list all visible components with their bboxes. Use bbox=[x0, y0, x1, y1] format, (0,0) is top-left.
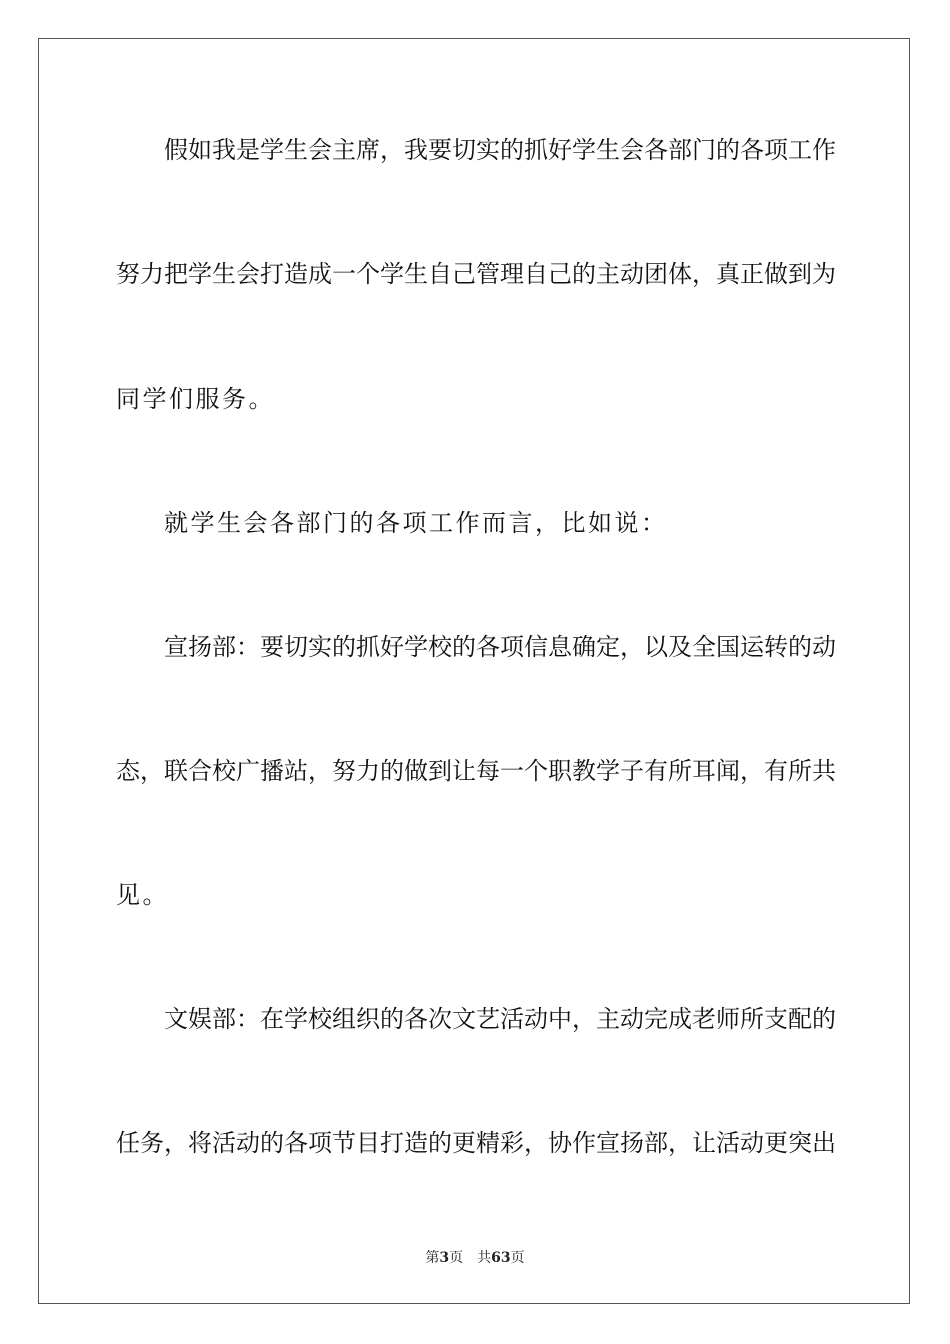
paragraph-4-line-1: 文娱部：在学校组织的各次文艺活动中，主动完成老师所支配的 bbox=[164, 1005, 836, 1033]
paragraph-3-line-3: 见。 bbox=[116, 881, 169, 909]
footer-page-number: 3 bbox=[439, 1250, 450, 1266]
footer-page-prefix: 第 bbox=[425, 1250, 440, 1266]
paragraph-1-line-2: 努力把学生会打造成一个学生自己管理自己的主动团体，真正做到为 bbox=[116, 260, 836, 288]
paragraph-3-line-2: 态，联合校广播站，努力的做到让每一个职教学子有所耳闻，有所共 bbox=[116, 757, 836, 785]
paragraph-4-line-2: 任务，将活动的各项节目打造的更精彩，协作宣扬部，让活动更突出 bbox=[116, 1129, 836, 1157]
page-frame bbox=[38, 38, 910, 1304]
page-footer bbox=[0, 1247, 950, 1267]
footer-total-suffix: 页 bbox=[510, 1250, 525, 1266]
paragraph-1-line-1: 假如我是学生会主席，我要切实的抓好学生会各部门的各项工作 bbox=[164, 136, 836, 164]
paragraph-2-line-1: 就学生会各部门的各项工作而言，比如说： bbox=[164, 509, 668, 537]
footer-page-suffix: 页 bbox=[449, 1250, 464, 1266]
footer-total-pages: 63 bbox=[491, 1250, 511, 1266]
footer-total-prefix: 共 bbox=[477, 1250, 492, 1266]
paragraph-1-line-3: 同学们服务。 bbox=[116, 385, 275, 413]
paragraph-3-line-1: 宣扬部：要切实的抓好学校的各项信息确定，以及全国运转的动 bbox=[164, 633, 836, 661]
